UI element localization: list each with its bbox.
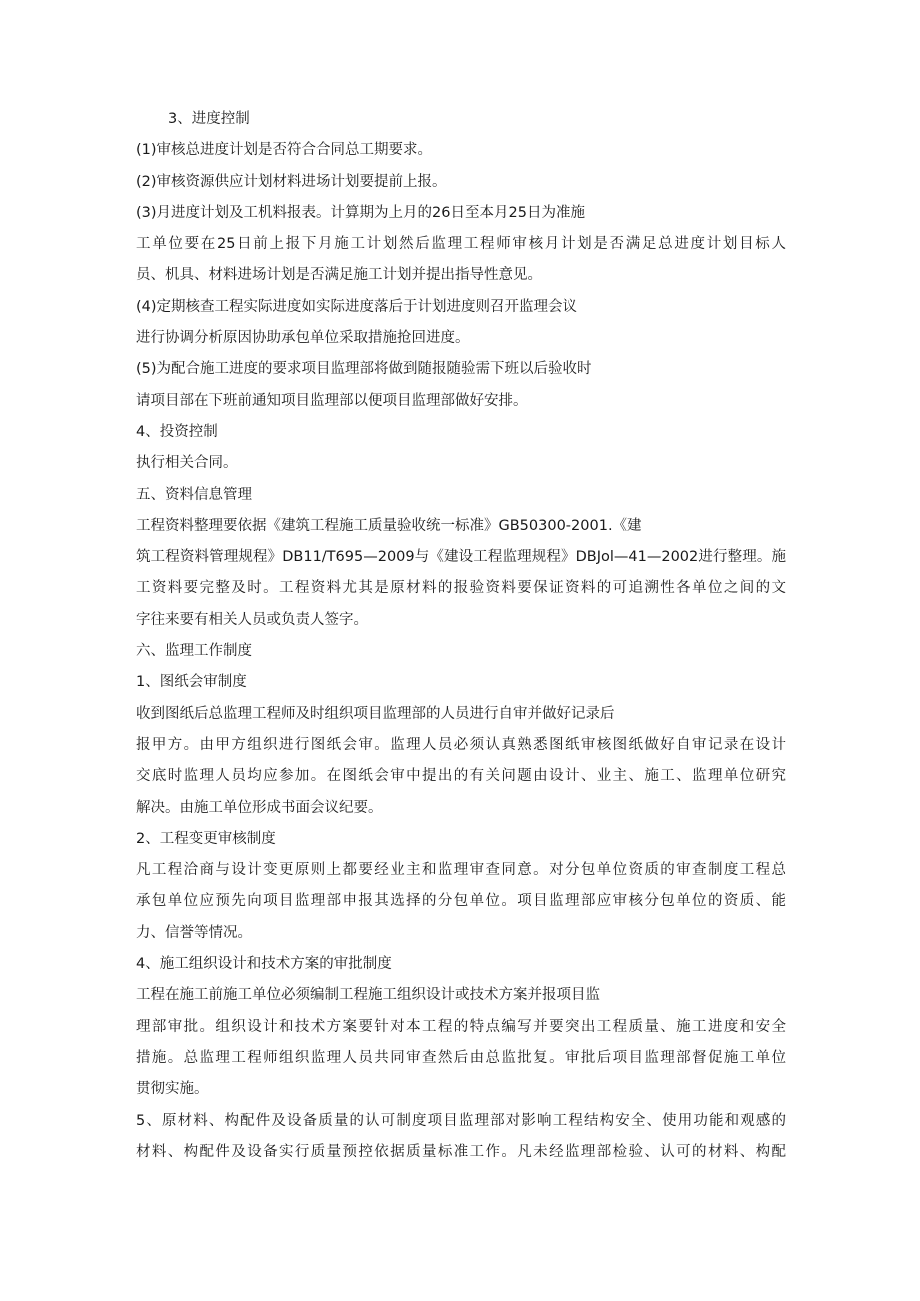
paragraph-line: 交底时监理人员均应参加。在图纸会审中提出的有关问题由设计、业主、施工、监理单位研究 — [136, 768, 786, 785]
paragraph-line: 贯彻实施。 — [136, 1081, 209, 1098]
paragraph-line: (1)审核总进度计划是否符合合同总工期要求。 — [136, 142, 433, 159]
paragraph-line: 承包单位应预先向项目监理部申报其选择的分包单位。项目监理部应审核分包单位的资质、能 — [136, 893, 786, 910]
paragraph-line: 措施。总监理工程师组织监理人员共同审查然后由总监批复。审批后项目监理部督促施工单位 — [136, 1049, 786, 1066]
paragraph-line: 解决。由施工单位形成书面会议纪要。 — [136, 799, 383, 816]
paragraph-line: 执行相关合同。 — [136, 455, 238, 472]
paragraph-line: 工程在施工前施工单位必须编制工程施工组织设计或技术方案并报项目监 — [136, 987, 600, 1004]
paragraph-line: 理部审批。组织设计和技术方案要针对本工程的特点编写并要突出工程质量、施工进度和安全 — [136, 1018, 786, 1035]
paragraph-line: (4)定期核查工程实际进度如实际进度落后于计划进度则召开监理会议 — [136, 298, 578, 315]
section-heading-progress-control: 3、进度控制 — [168, 111, 250, 127]
paragraph-line: 进行协调分析原因协助承包单位采取措施抢回进度。 — [136, 330, 470, 347]
paragraph-line: (2)审核资源供应计划材料进场计划要提前上报。 — [136, 173, 447, 190]
section-heading-supervision-system: 六、监理工作制度 — [136, 643, 252, 660]
paragraph-line: 工程资料整理要依据《建筑工程施工质量验收统一标准》GB50300-2001.《建 — [136, 517, 642, 534]
section-heading-design-approval: 4、施工组织设计和技术方案的审批制度 — [136, 956, 392, 973]
paragraph-line: (5)为配合施工进度的要求项目监理部将做到随报随验需下班以后验收时 — [136, 361, 592, 378]
paragraph-line: 收到图纸后总监理工程师及时组织项目监理部的人员进行自审并做好记录后 — [136, 705, 615, 722]
section-heading-change-review: 2、工程变更审核制度 — [136, 830, 276, 847]
paragraph-line: 筑工程资料管理规程》DB11/T695—2009与《建设工程监理规程》DBJol—41—2002进行整理。施 — [136, 549, 786, 566]
paragraph-line: (3)月进度计划及工机料报表。计算期为上月的26日至本月25日为准施 — [136, 204, 585, 221]
paragraph-line: 字往来要有相关人员或负责人签字。 — [136, 611, 368, 628]
paragraph-line: 5、原材料、构配件及设备质量的认可制度项目监理部对影响工程结构安全、使用功能和观感的 — [136, 1112, 786, 1129]
paragraph-line: 材料、构配件及设备实行质量预控依据质量标准工作。凡未经监理部检验、认可的材料、构配 — [136, 1143, 786, 1160]
paragraph-line: 工单位要在25日前上报下月施工计划然后监理工程师审核月计划是否满足总进度计划目标人 — [136, 236, 786, 253]
paragraph-line: 工资料要完整及时。工程资料尤其是原材料的报验资料要保证资料的可追溯性各单位之间的文 — [136, 580, 786, 597]
paragraph-line: 员、机具、材料进场计划是否满足施工计划并提出指导性意见。 — [136, 267, 542, 284]
paragraph-line: 凡工程洽商与设计变更原则上都要经业主和监理审查同意。对分包单位资质的审查制度工程总 — [136, 862, 786, 879]
paragraph-line: 请项目部在下班前通知项目监理部以便项目监理部做好安排。 — [136, 392, 528, 409]
paragraph-line: 报甲方。由甲方组织进行图纸会审。监理人员必须认真熟悉图纸审核图纸做好自审记录在设计 — [136, 736, 786, 753]
section-heading-drawing-review: 1、图纸会审制度 — [136, 674, 247, 691]
section-heading-investment-control: 4、投资控制 — [136, 423, 218, 440]
paragraph-line: 力、信誉等情况。 — [136, 924, 252, 941]
document-body — [136, 108, 786, 1172]
section-heading-information-management: 五、资料信息管理 — [136, 486, 252, 503]
